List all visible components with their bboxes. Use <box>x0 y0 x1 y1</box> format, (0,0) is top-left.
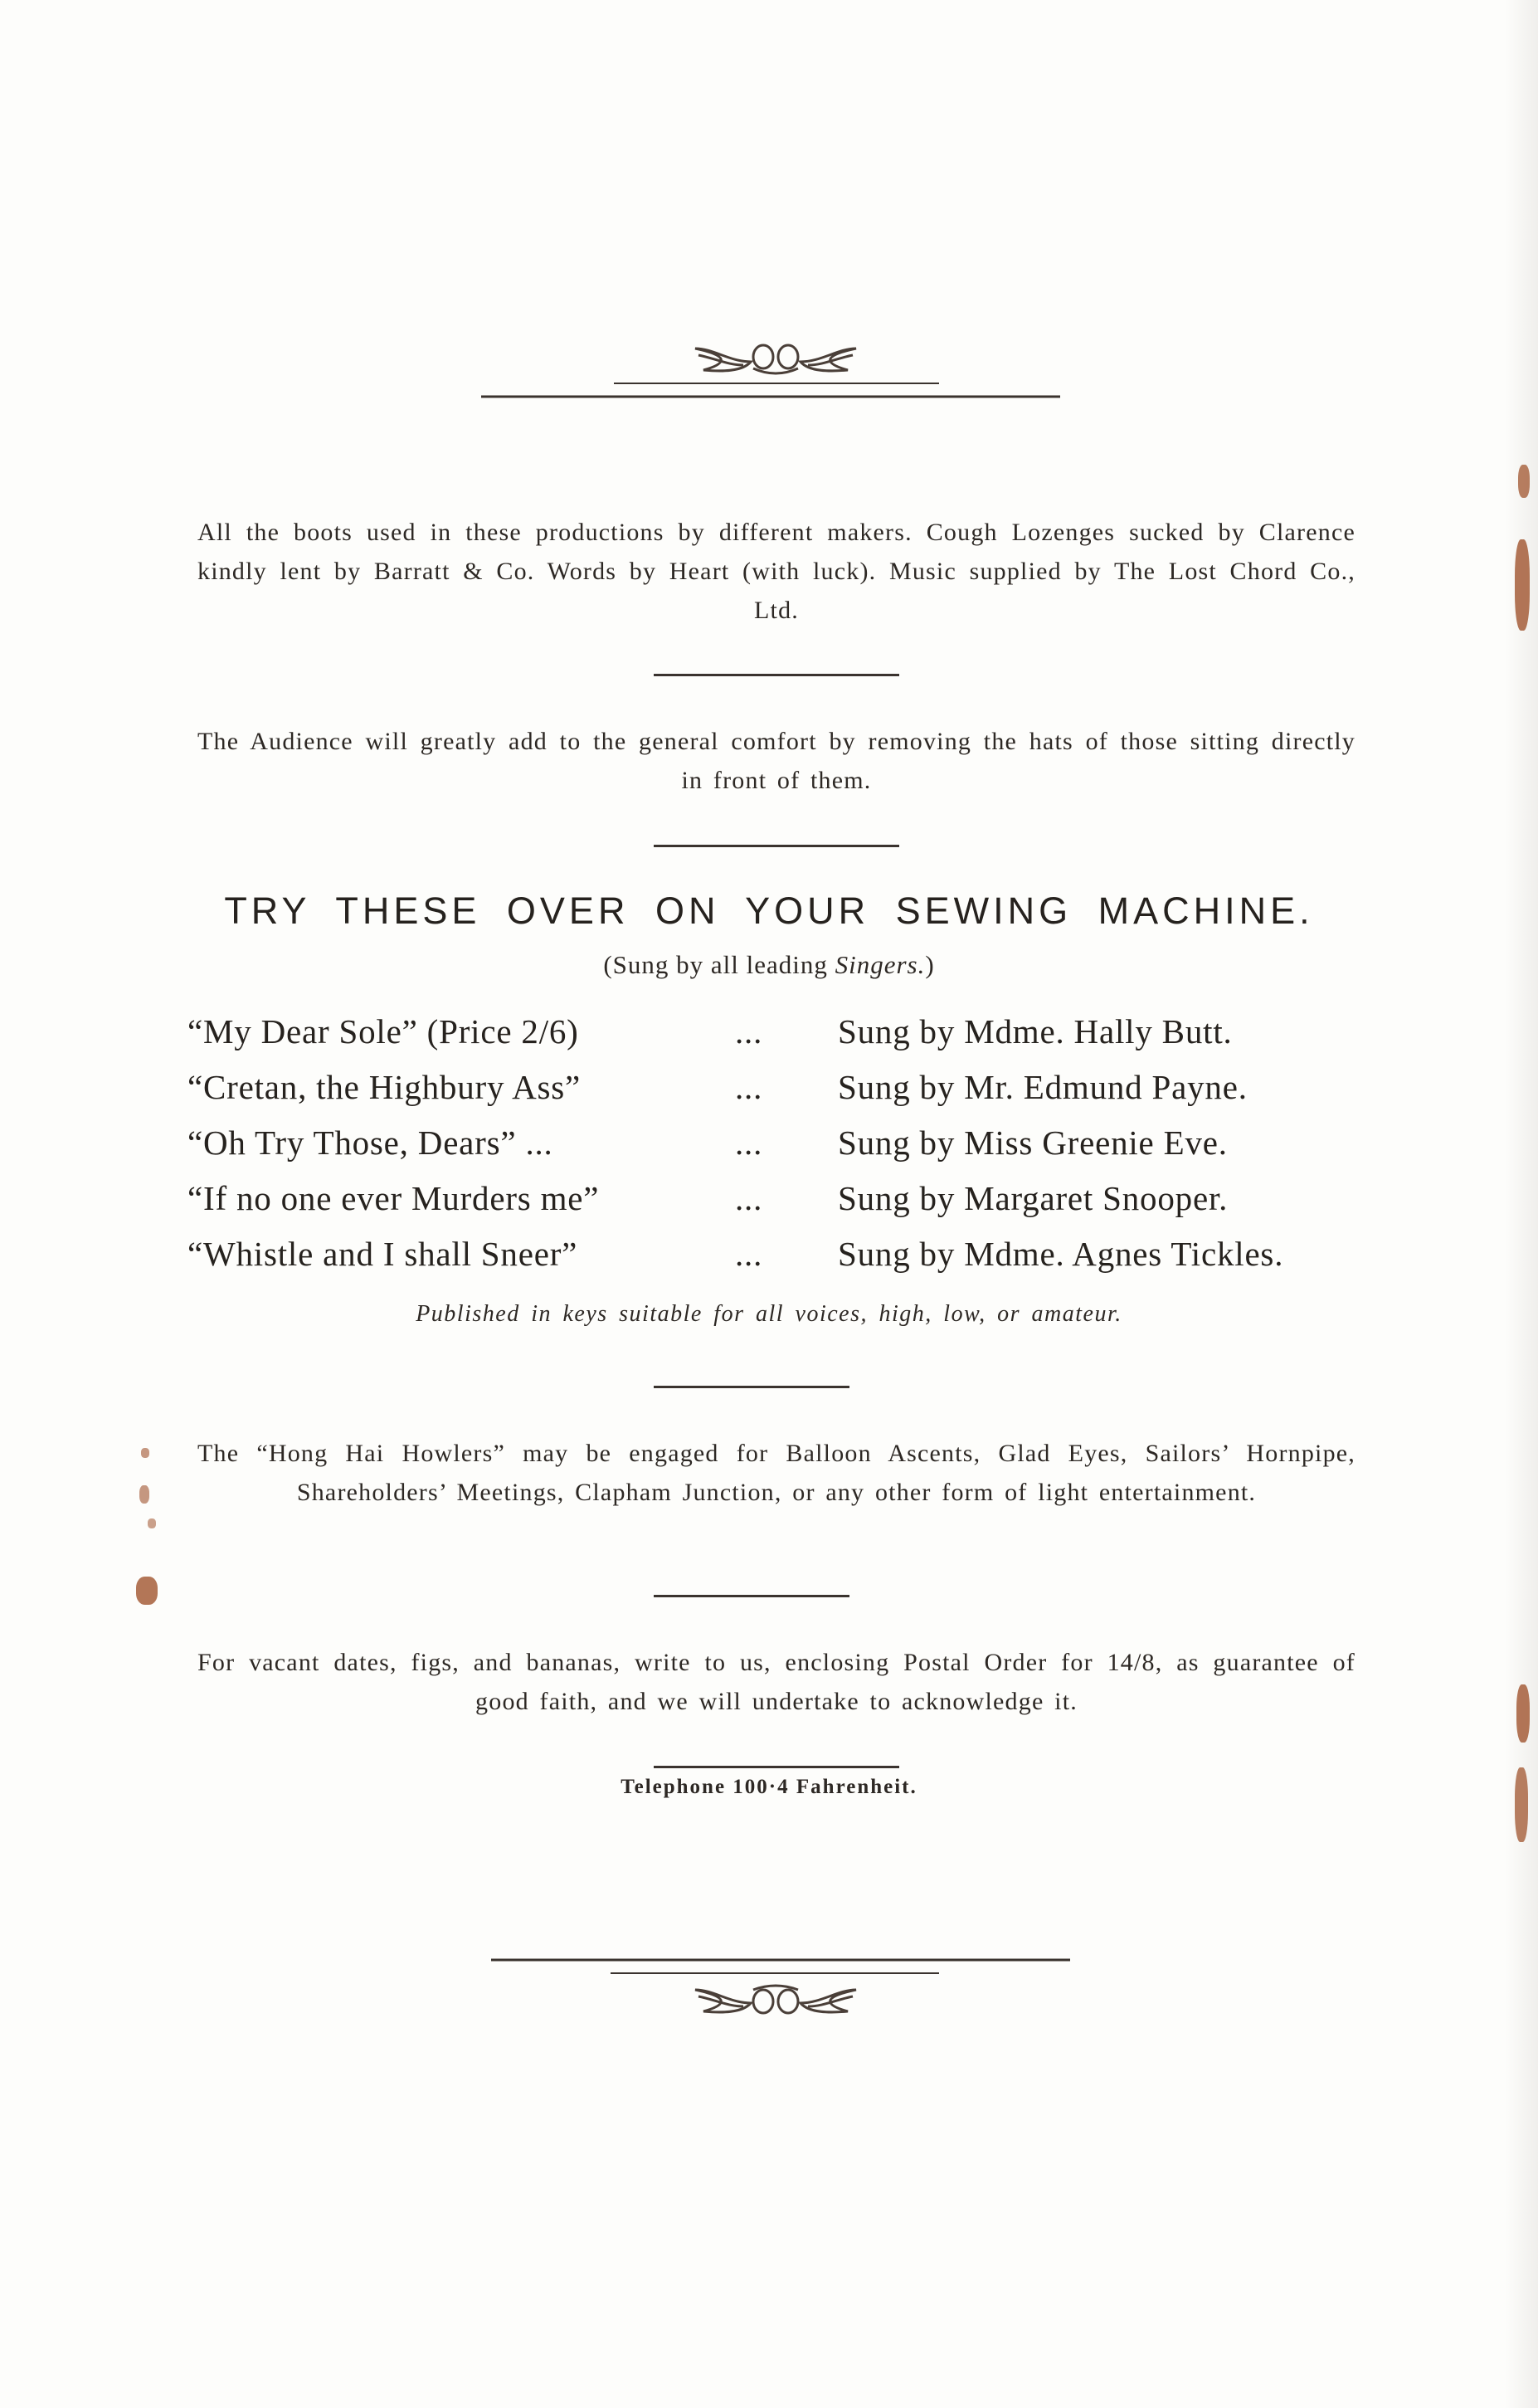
songs-heading: TRY THESE OVER ON YOUR SEWING MACHINE. <box>224 890 1314 932</box>
song-title: “Cretan, the Highbury Ass” <box>187 1068 581 1106</box>
credits-paragraph: All the boots used in these productions by different makers. Cough Lozenges sucked by Clarence kindly lent by Barratt & Co. Words by Heart (with luck). Music supplied by The Lost Chord Co., Ltd. <box>197 519 1355 624</box>
song-row <box>187 1226 1382 1282</box>
divider-rule <box>654 1595 849 1597</box>
paper-stain <box>136 1577 158 1605</box>
paper-stain <box>141 1448 149 1458</box>
song-title: “Whistle and I shall Sneer” <box>187 1235 578 1273</box>
telephone-line: Telephone 100·4 Fahrenheit. <box>621 1776 917 1798</box>
paper-stain <box>139 1485 149 1504</box>
song-title: “Oh Try Those, Dears” ... <box>187 1124 553 1162</box>
song-list <box>187 1004 1382 1282</box>
top-ornament <box>0 332 1538 407</box>
song-leader-dots: ... <box>735 1012 763 1050</box>
divider-rule <box>654 1766 899 1768</box>
song-credit: Sung by Margaret Snooper. <box>838 1179 1229 1217</box>
song-row <box>187 1004 1382 1060</box>
song-leader-dots: ... <box>735 1124 763 1162</box>
song-credit: Sung by Mdme. Hally Butt. <box>838 1012 1233 1050</box>
divider-rule <box>654 674 899 676</box>
song-leader-dots: ... <box>735 1235 763 1273</box>
song-row <box>187 1115 1382 1171</box>
divider-rule <box>654 845 899 847</box>
bottom-ornament <box>0 1952 1538 2026</box>
song-title: “If no one ever Murders me” <box>187 1179 600 1217</box>
paper-stain <box>148 1518 156 1528</box>
paper-stain <box>1516 1684 1530 1743</box>
divider-rule <box>654 1386 849 1388</box>
song-title: “My Dear Sole” (Price 2/6) <box>187 1012 579 1050</box>
booking-notice: For vacant dates, figs, and bananas, write to us, enclosing Postal Order for 14/8, as guarantee of good faith, and we will undertake to acknowledge it. <box>197 1649 1355 1715</box>
song-leader-dots: ... <box>735 1068 763 1106</box>
paper-stain <box>1515 539 1530 631</box>
song-row <box>187 1060 1382 1115</box>
subheading-suffix: ) <box>925 950 935 979</box>
subheading-emphasis: Singers. <box>835 950 926 979</box>
audience-notice: The Audience will greatly add to the general comfort by removing the hats of those sitting directly in front of them. <box>197 728 1355 794</box>
howlers-notice: The “Hong Hai Howlers” may be engaged for Balloon Ascents, Glad Eyes, Sailors’ Hornpipe, Shareholders’ Meetings, Clapham Junction, or any other form of light entertainment. <box>197 1440 1355 1506</box>
song-leader-dots: ... <box>735 1179 763 1217</box>
paper-stain <box>1515 1767 1528 1842</box>
songs-subheading <box>0 950 1538 980</box>
publication-note: Published in keys suitable for all voices, high, low, or amateur. <box>416 1301 1122 1327</box>
song-row <box>187 1171 1382 1226</box>
song-credit: Sung by Mr. Edmund Payne. <box>838 1068 1248 1106</box>
subheading-prefix: (Sung by all leading <box>603 950 835 979</box>
song-credit: Sung by Miss Greenie Eve. <box>838 1124 1228 1162</box>
song-credit: Sung by Mdme. Agnes Tickles. <box>838 1235 1284 1273</box>
paper-stain <box>1518 465 1530 498</box>
